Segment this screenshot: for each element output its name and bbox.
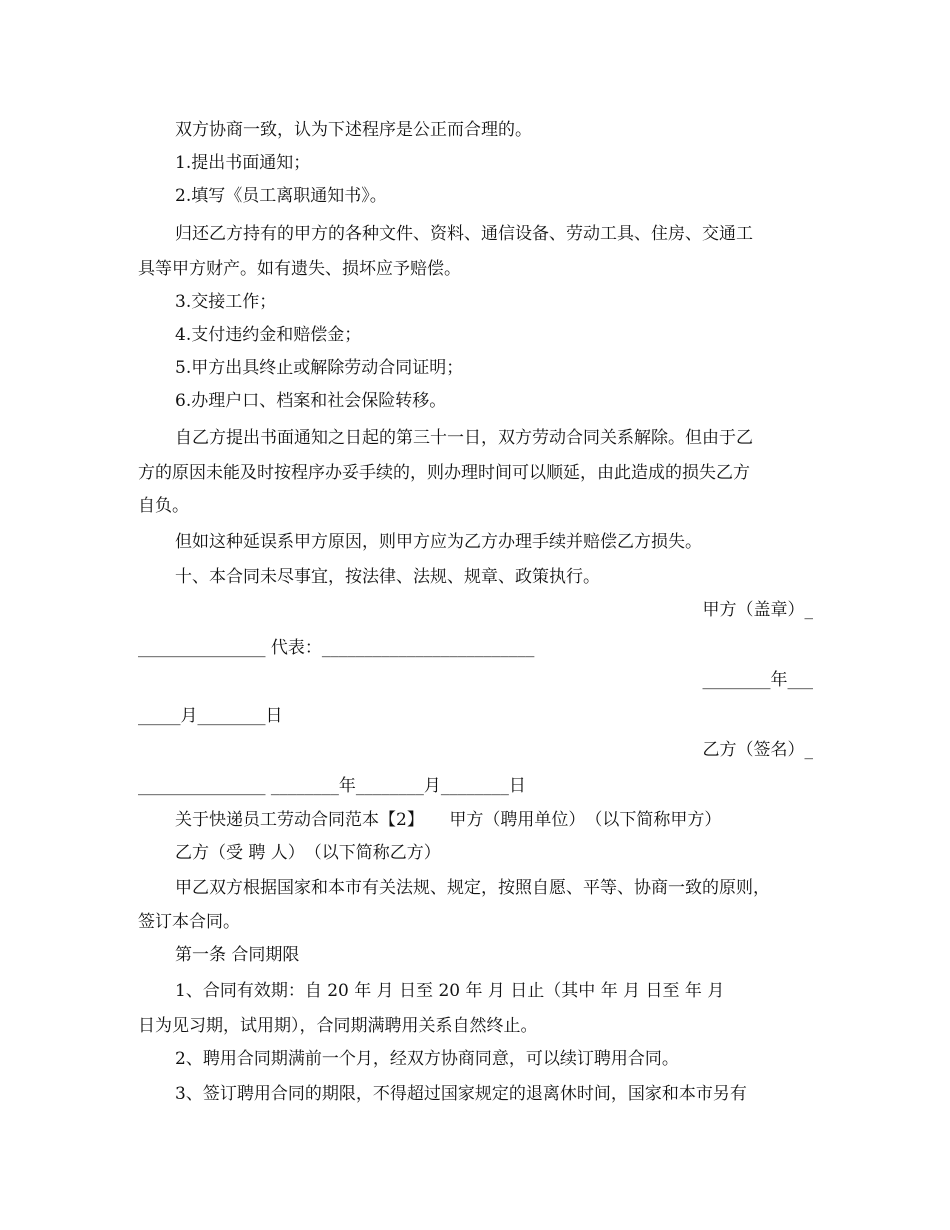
list-item: 2.填写《员工离职通知书》。	[175, 186, 387, 206]
article-heading: 第一条 合同期限	[175, 945, 300, 965]
representative-line: _______________ 代表：_________________________	[138, 638, 535, 658]
list-item: 5.甲方出具终止或解除劳动合同证明；	[175, 358, 464, 378]
paragraph-line: 十、本合同未尽事宜，按法律、法规、规章、政策执行。	[175, 567, 600, 587]
date-line: _____月________日	[138, 706, 283, 726]
list-item: 4.支付违约金和赔偿金；	[175, 325, 362, 345]
paragraph-line: 日为见习期，试用期），合同期满聘用关系自然终止。	[138, 1016, 538, 1036]
paragraph-line: 自乙方提出书面通知之日起的第三十一日，双方劳动合同关系解除。但由于乙	[175, 428, 753, 448]
paragraph-line: 归还乙方持有的甲方的各种文件、资料、通信设备、劳动工具、住房、交通工	[175, 224, 753, 244]
list-item: 3.交接工作；	[175, 292, 277, 312]
paragraph-line: 甲乙双方根据国家和本市有关法规、规定，按照自愿、平等、协商一致的原则，	[175, 878, 770, 898]
paragraph-line: 乙方（受 聘 人） （以下简称乙方）	[175, 843, 441, 863]
list-item: 6.办理户口、档案和社会保险转移。	[175, 391, 447, 411]
paragraph-line: 双方协商一致，认为下述程序是公正而合理的。	[175, 120, 532, 140]
paragraph-line: 签订本合同。	[138, 912, 240, 932]
paragraph-line: 2、聘用合同期满前一个月，经双方协商同意，可以续订聘用合同。	[175, 1049, 679, 1069]
paragraph-line: 但如这种延误系甲方原因，则甲方应为乙方办理手续并赔偿乙方损失。	[175, 532, 702, 552]
paragraph-line: 自负。	[138, 496, 189, 516]
section-title: 关于快递员工劳动合同范本【2】 甲方（聘用单位） （以下简称甲方）	[175, 810, 722, 830]
party-a-seal-line: 甲方（盖章）_	[702, 600, 813, 620]
paragraph-line: 方的原因未能及时按程序办妥手续的，则办理时间可以顺延，由此造成的损失乙方	[138, 463, 750, 483]
paragraph-line: 具等甲方财产。如有遗失、损坏应予赔偿。	[138, 259, 461, 279]
paragraph-line: 3、签订聘用合同的期限，不得超过国家规定的退离休时间，国家和本市另有	[175, 1084, 747, 1104]
list-item: 1.提出书面通知；	[175, 153, 311, 173]
date-line: _______________ ________年________月________日	[138, 776, 526, 796]
paragraph-line: 1、合同有效期：自 20 年 月 日至 20 年 月 日止（其中 年 月 日至 年 月	[175, 981, 725, 1001]
party-b-sign-line: 乙方（签名）_	[702, 740, 813, 760]
date-line: ________年___	[702, 670, 813, 690]
